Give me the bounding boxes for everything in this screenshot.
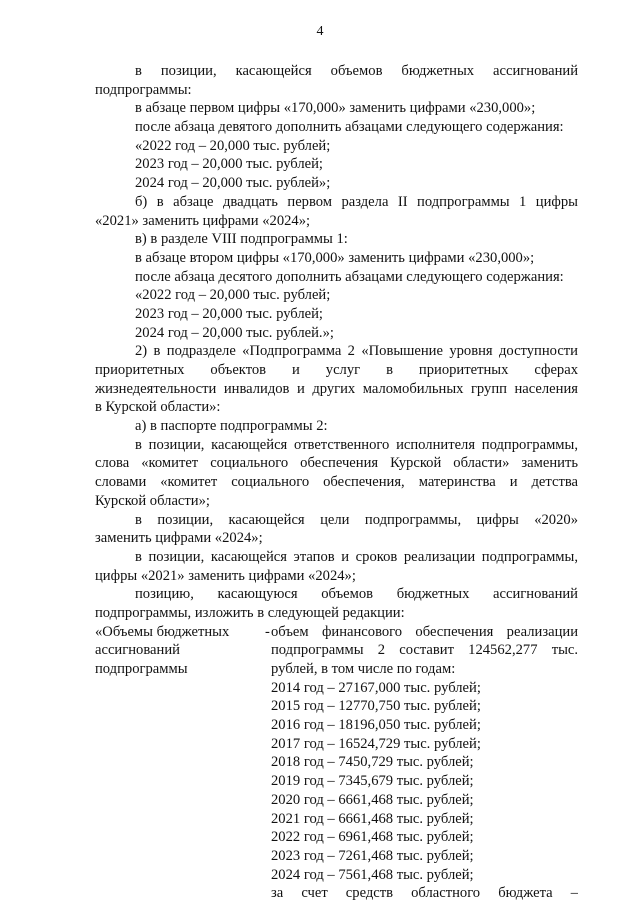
- text-line: в позиции, касающейся ответственного исполнителя подпрограммы,: [135, 436, 578, 453]
- funding-table: [95, 623, 578, 903]
- table-right-line: 2024 год – 7561,468 тыс. рублей;: [271, 866, 474, 883]
- text-line: заменить цифрами «2024»;: [95, 530, 263, 547]
- text-line: позицию, касающуюся объемов бюджетных ассигнований: [135, 586, 578, 603]
- table-right-line: рублей, в том числе по годам:: [271, 661, 456, 677]
- text-line: в абзаце первом цифры «170,000» заменить цифрами «230,000»;: [135, 100, 536, 117]
- text-line: после абзаца десятого дополнить абзацами следующего содержания:: [135, 268, 564, 285]
- text-line: «2022 год – 20,000 тыс. рублей;: [135, 287, 331, 304]
- table-right-line: 2017 год – 16524,729 тыс. рублей;: [271, 735, 481, 752]
- text-line: подпрограммы:: [95, 81, 192, 98]
- table-left-line: подпрограммы: [95, 661, 188, 677]
- table-right-line: 2014 год – 27167,000 тыс. рублей;: [271, 679, 481, 696]
- text-line: «2022 год – 20,000 тыс. рублей;: [135, 137, 331, 154]
- text-line: словами «комитет социального обеспечения, материнства и детства: [95, 474, 578, 491]
- table-right-line: за счет средств областного бюджета –: [271, 885, 578, 902]
- table-right-line: 2021 год – 6661,468 тыс. рублей;: [271, 810, 474, 827]
- text-line: подпрограммы, изложить в следующей редакции:: [95, 604, 405, 621]
- table-left-line: «Объемы бюджетных: [95, 623, 230, 640]
- text-line: цифры «2021» заменить цифрами «2024»;: [95, 567, 356, 584]
- table-dash: -: [265, 623, 270, 640]
- table-left-line: ассигнований: [95, 642, 180, 659]
- text-line: в) в разделе VIII подпрограммы 1:: [135, 231, 348, 248]
- text-line: 2024 год – 20,000 тыс. рублей»;: [135, 175, 331, 192]
- text-line: в позиции, касающейся цели подпрограммы, цифры «2020»: [135, 511, 578, 528]
- text-line: в позиции, касающейся этапов и сроков реализации подпрограммы,: [135, 548, 578, 565]
- text-line: слова «комитет социального обеспечения Курской области» заменить: [95, 455, 578, 472]
- text-line: 2023 год – 20,000 тыс. рублей;: [135, 156, 323, 173]
- table-left-column: [95, 623, 265, 903]
- table-right-line: 2023 год – 7261,468 тыс. рублей;: [271, 847, 474, 864]
- text-line: Курской области»;: [95, 492, 210, 509]
- text-line: «2021» заменить цифрами «2024»;: [95, 212, 311, 229]
- table-right-column: [271, 623, 578, 903]
- table-right-line: 2018 год – 7450,729 тыс. рублей;: [271, 754, 474, 771]
- paragraph-list: [95, 62, 578, 623]
- table-right-line: 2016 год – 18196,050 тыс. рублей;: [271, 717, 481, 734]
- table-right-line: объем финансового обеспечения реализации: [271, 623, 578, 640]
- text-line: в позиции, касающейся объемов бюджетных ассигнований: [135, 63, 578, 79]
- text-line: жизнедеятельности инвалидов и других маломобильных групп населения: [95, 380, 578, 397]
- text-line: б) в абзаце двадцать первом раздела II подпрограммы 1 цифры: [135, 193, 578, 210]
- text-line: в абзаце втором цифры «170,000» заменить цифрами «230,000»;: [135, 249, 535, 266]
- document-body: [95, 62, 578, 903]
- table-right-line: подпрограммы 2 составит 124562,277 тыс.: [271, 642, 578, 659]
- table-right-line: 2015 год – 12770,750 тыс. рублей;: [271, 698, 481, 715]
- text-line: после абзаца девятого дополнить абзацами следующего содержания:: [135, 119, 564, 136]
- page-number: 4: [316, 24, 324, 39]
- text-line: а) в паспорте подпрограммы 2:: [135, 418, 328, 435]
- table-right-line: 2019 год – 7345,679 тыс. рублей;: [271, 773, 474, 790]
- text-line: 2024 год – 20,000 тыс. рублей.»;: [135, 324, 334, 341]
- table-right-line: 2022 год – 6961,468 тыс. рублей;: [271, 829, 474, 846]
- table-right-line: 2020 год – 6661,468 тыс. рублей;: [271, 791, 474, 808]
- text-line: 2023 год – 20,000 тыс. рублей;: [135, 305, 323, 322]
- text-line: в Курской области»:: [95, 399, 221, 416]
- text-line: 2) в подразделе «Подпрограмма 2 «Повышение уровня доступности: [135, 343, 578, 360]
- text-line: приоритетных объектов и услуг в приоритетных сферах: [95, 362, 578, 378]
